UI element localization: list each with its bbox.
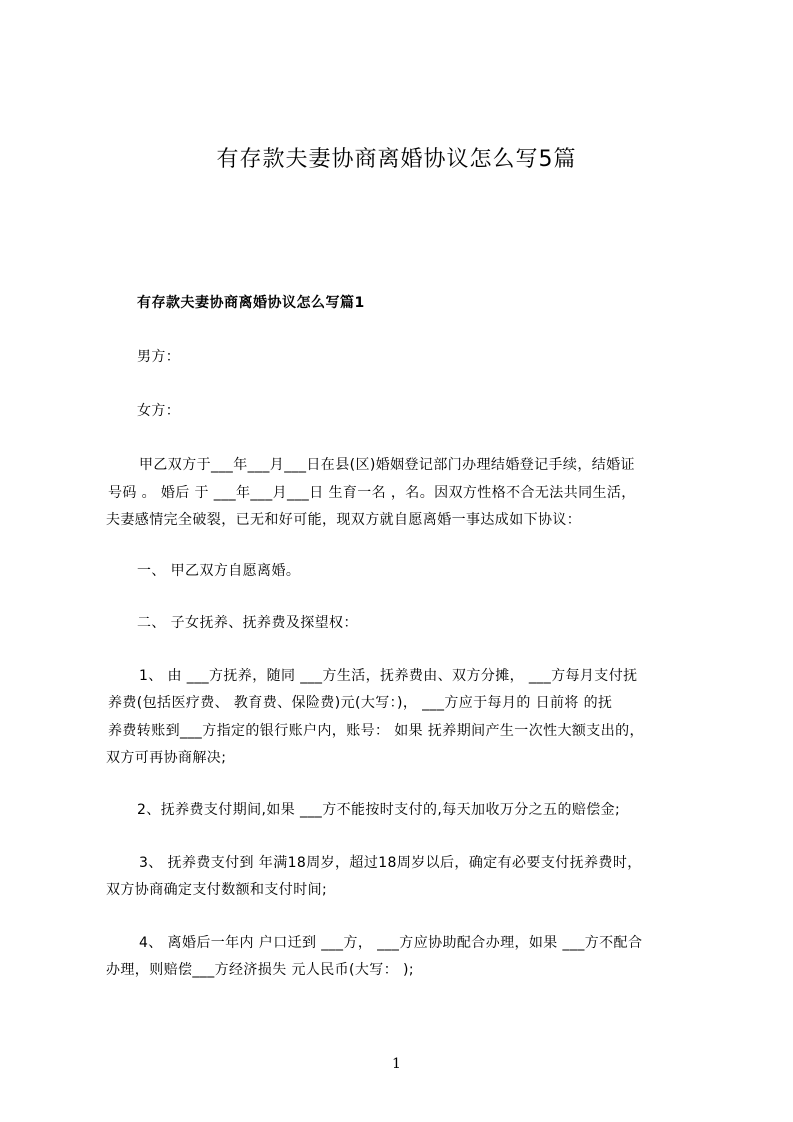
clause-heading: 一、 甲乙双方自愿离婚。 [137,563,301,579]
clause-heading: 二、 子女抚养、抚养费及探望权： [137,615,358,631]
paragraph-line: 1、 由 ___方抚养，随同 ___方生活，抚养费由、双方分摊， ___方每月支付抚 [139,668,638,684]
document-title: 有存款夫妻协商离婚协议怎么写5篇 [216,147,577,172]
paragraph-line: 养费转账到___方指定的银行账户内，账号： 如果 抚养期间产生一次性大额支出的， [108,723,644,739]
page-number: 1 [392,1056,401,1072]
female-party-label: 女方： [137,403,181,419]
section-heading: 有存款夫妻协商离婚协议怎么写篇1 [137,295,365,311]
paragraph-line: 双方可再协商解决; [106,750,227,766]
paragraph-line: 办理，则赔偿___方经济损失 元人民币(大写： ); [106,962,414,978]
paragraph-line: 3、 抚养费支付到 年满18周岁，超过18周岁以后，确定有必要支付抚养费时， [139,855,642,871]
male-party-label: 男方： [137,349,181,365]
paragraph-line: 4、 离婚后一年内 户口迁到 ___方， ___方应协助配合办理，如果 ___方不配合 [139,935,643,951]
paragraph-line: 甲乙双方于___年___月___日在县(区)婚姻登记部门办理结婚登记手续，结婚证 [139,457,635,473]
paragraph-line: 2、抚养费支付期间,如果 ___方不能按时支付的,每天加收万分之五的赔偿金; [137,802,621,818]
paragraph-line: 号码 。 婚后 于 ___年___月___日 生育一名 ，名。因双方性格不合无法共同生活， [108,485,636,501]
paragraph-line: 养费(包括医疗费、 教育费、保险费)元(大写：)， ___方应于每月的 日前将 的抚 [108,695,613,711]
paragraph-line: 夫妻感情完全破裂，已无和好可能，现双方就自愿离婚一事达成如下协议： [106,512,582,528]
paragraph-line: 双方协商确定支付数额和支付时间; [106,882,328,898]
